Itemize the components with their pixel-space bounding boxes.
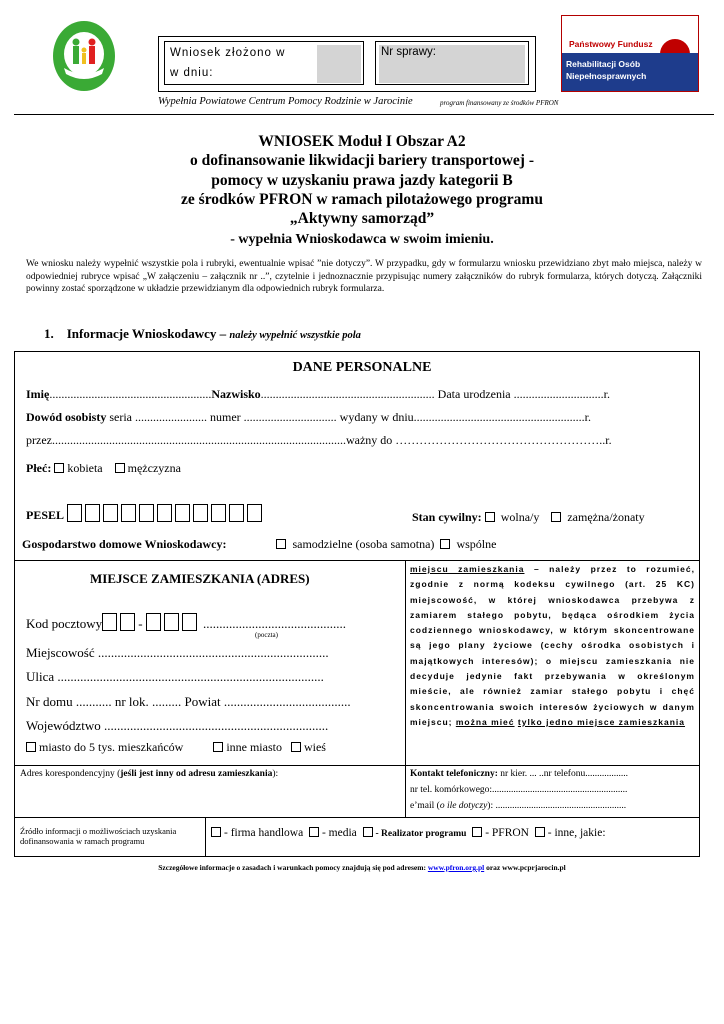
residence-definition: miejscu zamieszkania – należy przez to rozumieć, zgodnie z normą kodeksu cywilnego (art. 25 KC) miejscowość, w której wnioskodawca przebywa z zamiarem stałego pobytu, będąca ośrodkiem życia codziennego wnioskodawcy, w którym skoncentrowane są jego plany życiowe (cechy ośrodka osobistych i majątkowych interesów); o miejscu zamieszkania nie decyduje jedynie fakt przebywania w określonym mieście, ale również zamiar stałego pobytu i chęć skoncentrowania swoich interesów życiowych w danym miejscu; można mieć tylko jedno miejsce zamieszkania <box>410 564 695 727</box>
voivodeship-field[interactable]: Województwo ..................................................................... <box>26 718 329 733</box>
small-town-checkbox[interactable] <box>26 742 36 752</box>
married-checkbox[interactable] <box>551 512 561 522</box>
form-subtitle-1: o dofinansowanie likwidacji bariery transportowej - <box>189 152 534 169</box>
male-checkbox[interactable] <box>115 463 125 473</box>
pesel-digit-box[interactable] <box>85 504 100 522</box>
street-field[interactable]: Ulica .................................................................................. <box>26 669 324 684</box>
postal-digit[interactable] <box>182 613 197 631</box>
case-number-box <box>375 41 529 85</box>
post-office-caption: (poczta) <box>255 631 278 639</box>
pfron-line3: Niepełnosprawnych <box>566 71 647 81</box>
issued-by-field[interactable]: przez..................................................................................................ważny do ……………………………………………..r. <box>26 433 612 447</box>
pcpr-site: www.pcprjarocin.pl <box>502 863 566 872</box>
filled-by-note: Wypełnia Powiatowe Centrum Pomocy Rodzinie w Jarocinie <box>158 96 413 107</box>
phone-row[interactable]: Kontakt telefoniczny: nr kier. ... ..nr telefonu.................. <box>410 769 628 779</box>
source-organizer-checkbox[interactable] <box>363 827 373 837</box>
pesel-digit-box[interactable] <box>193 504 208 522</box>
form-subtitle-3: ze środków PFRON w ramach pilotażowego programu <box>181 191 543 208</box>
filled-by-applicant: - wypełnia Wnioskodawca w swoim imieniu. <box>230 232 494 247</box>
pesel-digit-box[interactable] <box>121 504 136 522</box>
id-card-field[interactable]: seria ........................ numer ............................... wydany w dniu.........................................................r. <box>109 410 591 424</box>
house-number-field[interactable]: Nr domu ........... nr lok. ......... Powiat ....................................... <box>26 694 351 709</box>
section-1-heading: 1. Informacje Wnioskodawcy – należy wypełnić wszystkie pola <box>44 326 361 341</box>
birth-date-field[interactable]: ..............................r. <box>513 387 610 401</box>
pcpr-logo <box>52 20 116 92</box>
postal-code-row: Kod pocztowy - ............................................ <box>26 613 346 632</box>
pesel-digit-box[interactable] <box>247 504 262 522</box>
program-note: program finansowany ze środków PFRON <box>440 99 559 107</box>
household-row: Gospodarstwo domowe Wnioskodawcy: samodzielne (osoba samotna) wspólne <box>22 537 497 551</box>
pesel-digit-box[interactable] <box>67 504 82 522</box>
pesel-digit-box[interactable] <box>139 504 154 522</box>
mobile-field[interactable]: nr tel. komórkowego:......................................................... <box>410 785 628 795</box>
postal-digit[interactable] <box>102 613 117 631</box>
source-pfron-checkbox[interactable] <box>472 827 482 837</box>
program-name: „Aktywny samorząd” <box>289 210 435 227</box>
pfron-logo <box>561 15 699 92</box>
pesel-digit-box[interactable] <box>157 504 172 522</box>
source-company-checkbox[interactable] <box>211 827 221 837</box>
name-row: Imię......................................................Nazwisko.......................................................... Data urodzenia ..............................r. <box>26 387 610 401</box>
email-field[interactable]: e’mail (o ile dotyczy): ....................................................... <box>410 801 627 811</box>
postal-digit[interactable] <box>164 613 179 631</box>
female-checkbox[interactable] <box>54 463 64 473</box>
correspondence-address-label[interactable]: Adres korespondencyjny (jeśli jest inny od adresu zamieszkania): <box>20 769 279 779</box>
footer-note: Szczegółowe informacje o zasadach i warunkach pomocy znajdują się pod adresem: www.pfron.org.pl oraz www.pcprjarocin.pl <box>158 863 566 872</box>
case-number-label: Nr sprawy: <box>381 46 436 58</box>
postal-digit[interactable] <box>120 613 135 631</box>
household-single-checkbox[interactable] <box>276 539 286 549</box>
village-checkbox[interactable] <box>291 742 301 752</box>
source-other-checkbox[interactable] <box>535 827 545 837</box>
source-media-checkbox[interactable] <box>309 827 319 837</box>
locality-type-row: miasto do 5 tys. mieszkańców inne miasto wieś <box>26 740 326 755</box>
form-title: WNIOSEK Moduł I Obszar A2 <box>258 133 466 150</box>
city-field[interactable]: Miejscowość ....................................................................... <box>26 645 329 660</box>
pesel-row: PESEL <box>26 504 265 523</box>
pesel-digit-box[interactable] <box>175 504 190 522</box>
form-subtitle-2: pomocy w uzyskaniu prawa jazdy kategorii B <box>211 172 513 189</box>
submitted-label: Wniosek złożono w <box>170 47 286 59</box>
pesel-digit-box[interactable] <box>103 504 118 522</box>
pesel-digit-box[interactable] <box>229 504 244 522</box>
gender-row: Płeć: kobieta mężczyzna <box>26 461 181 475</box>
info-source-label: Źródło informacji o możliwościach uzyskania dofinansowania w ramach programu <box>20 826 177 846</box>
single-checkbox[interactable] <box>485 512 495 522</box>
pfron-line1: Państwowy Fundusz <box>569 39 653 49</box>
header-divider <box>14 114 714 115</box>
address-heading: MIEJSCE ZAMIESZKANIA (ADRES) <box>90 571 310 586</box>
id-card-row: Dowód osobisty seria ........................ numer ............................... wydany w dniu.........................................................r. <box>26 410 591 424</box>
submission-date-box <box>164 41 364 85</box>
other-city-checkbox[interactable] <box>213 742 223 752</box>
pesel-digit-box[interactable] <box>211 504 226 522</box>
postal-digit[interactable] <box>146 613 161 631</box>
last-name-field[interactable]: .......................................................... <box>260 387 435 401</box>
pfron-link[interactable]: www.pfron.org.pl <box>427 863 485 872</box>
instructions: We wniosku należy wypełnić wszystkie pola i rubryki, ewentualnie wpisać ”nie dotyczy”. W przypadku, gdy w formularzu wniosku przewidziano zbyt mało miejsca, należy w odpowiedniej rubryce wpisać „W załączeniu – załącznik nr ..”, czytelnie i jednoznacznie przypisując numery załączników do rubryk formularza, których dotyczą. Załączniki powinny zostać sporządzone w układzie przewidzianym dla odpowiednich rubryk formularza. <box>26 259 702 294</box>
office-use-box <box>158 36 536 92</box>
post-office-field[interactable]: ............................................ <box>203 616 347 631</box>
submitted-date-label: w dniu: <box>170 67 214 79</box>
first-name-field[interactable]: ...................................................... <box>49 387 212 401</box>
pfron-line2: Rehabilitacji Osób <box>566 59 641 69</box>
marital-status-row: Stan cywilny: wolna/y zamężna/żonaty <box>412 510 645 524</box>
personal-data-heading: DANE PERSONALNE <box>292 360 432 375</box>
info-source-options: - firma handlowa - media - Realizator programu - PFRON - inne, jakie: <box>211 827 606 839</box>
household-shared-checkbox[interactable] <box>440 539 450 549</box>
